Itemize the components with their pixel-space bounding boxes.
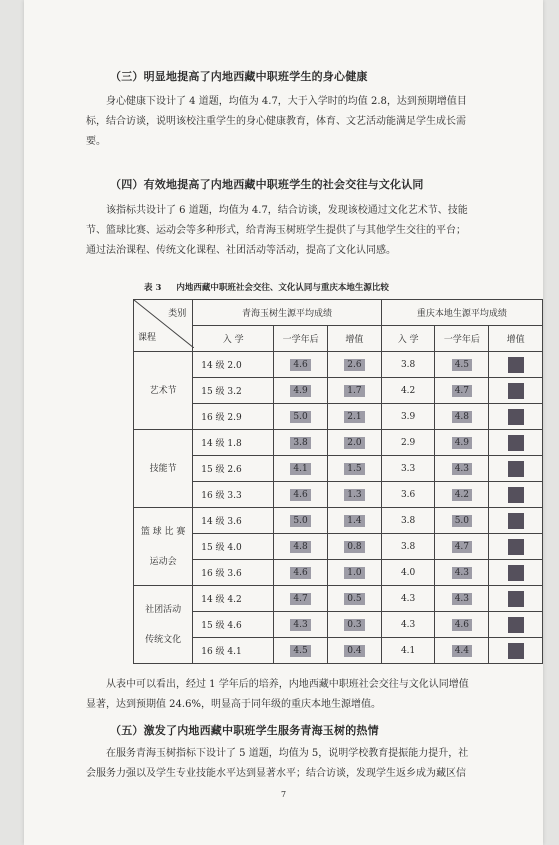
table-cell-g1-in: 15 级 3.2 (193, 378, 274, 404)
group1-header: 青海玉树生源平均成绩 (193, 300, 382, 326)
corner-bottom-label: 课程 (138, 333, 157, 343)
table-cell-g2-in: 4.2 (381, 378, 435, 404)
highlighted-value: 4.9 (452, 437, 472, 449)
redacted-block (508, 643, 524, 659)
highlighted-value: 2.0 (344, 437, 364, 449)
table-row (134, 612, 543, 638)
table-cell-g2-after (435, 456, 489, 482)
category-label: 传统文化 (145, 634, 182, 645)
section-5-heading: （五）激发了内地西藏中职班学生服务青海玉树的热情 (110, 724, 379, 737)
table-cell-g1-in: 16 级 3.3 (193, 482, 274, 508)
redacted-block (508, 357, 524, 373)
table-cell-g2-gain (489, 378, 543, 404)
paragraph-line: 标，结合访谈，说明该校注重学生的身心健康教育，体育、文艺活动能满足学生成长需 (86, 116, 466, 127)
section-3-paragraph (86, 92, 526, 152)
col-header: 增值 (327, 326, 381, 352)
table-cell-g2-gain (489, 586, 543, 612)
table-cell-g1-in: 15 级 2.6 (193, 456, 274, 482)
table-cell-g2-in: 3.9 (381, 404, 435, 430)
table-row (134, 508, 543, 534)
after-table-paragraph (86, 675, 526, 715)
table-caption (144, 281, 389, 293)
paragraph-line: 显著，达到预期值 24.6%，明显高于同年级的重庆本地生源增值。 (86, 699, 381, 710)
highlighted-value: 2.6 (344, 359, 364, 371)
table-body (134, 352, 543, 664)
section-4-heading: （四）有效地提高了内地西藏中职班学生的社会交往与文化认同 (110, 178, 424, 191)
table-cell-g2-after (435, 586, 489, 612)
highlighted-value: 1.5 (344, 463, 364, 475)
table-cell-g1-after (274, 456, 328, 482)
highlighted-value: 4.7 (452, 385, 472, 397)
table-cell-g1-after (274, 560, 328, 586)
table-cell-g2-after (435, 560, 489, 586)
highlighted-value: 1.3 (344, 489, 364, 501)
redacted-block (508, 591, 524, 607)
table-row (134, 430, 543, 456)
highlighted-value: 4.6 (452, 619, 472, 631)
category-cell (134, 586, 193, 664)
table-row (134, 560, 543, 586)
group2-header: 重庆本地生源平均成绩 (381, 300, 542, 326)
table-cell-g1-after (274, 508, 328, 534)
redacted-block (508, 565, 524, 581)
table-cell-g1-after (274, 586, 328, 612)
section-4-paragraph (86, 201, 526, 261)
highlighted-value: 4.8 (290, 541, 310, 553)
table-cell-g2-in: 4.0 (381, 560, 435, 586)
highlighted-value: 5.0 (290, 411, 310, 423)
category-label: 运动会 (149, 556, 177, 567)
table-cell-g2-in: 4.1 (381, 638, 435, 664)
table-cell-g2-in: 2.9 (381, 430, 435, 456)
highlighted-value: 4.9 (290, 385, 310, 397)
table-cell-g2-after (435, 404, 489, 430)
table-cell-g1-gain (327, 534, 381, 560)
table-row (134, 352, 543, 378)
table-cell-g2-after (435, 534, 489, 560)
table-cell-g2-in: 3.8 (381, 534, 435, 560)
table-cell-g1-after (274, 612, 328, 638)
table-cell-g1-after (274, 404, 328, 430)
table-cell-g2-gain (489, 404, 543, 430)
table-cell-g1-in: 15 级 4.0 (193, 534, 274, 560)
table-cell-g2-after (435, 638, 489, 664)
table-cell-g1-gain (327, 638, 381, 664)
paragraph-line: 身心健康下设计了 4 道题，均值为 4.7，大于入学时的均值 2.8，达到预期增值目 (106, 96, 467, 107)
table-cell-g1-in: 16 级 4.1 (193, 638, 274, 664)
table-row (134, 638, 543, 664)
table-cell-g2-after (435, 430, 489, 456)
table-cell-g2-gain (489, 638, 543, 664)
highlighted-value: 4.7 (290, 593, 310, 605)
table-cell-g2-gain (489, 352, 543, 378)
highlighted-value: 4.3 (452, 567, 472, 579)
table-cell-g2-after (435, 482, 489, 508)
highlighted-value: 0.3 (344, 619, 364, 631)
table-cell-g2-gain (489, 508, 543, 534)
table-cell-g1-in: 14 级 1.8 (193, 430, 274, 456)
table-cell-g2-after (435, 508, 489, 534)
redacted-block (508, 435, 524, 451)
table-cell-g2-gain (489, 482, 543, 508)
table-cell-g1-in: 16 级 3.6 (193, 560, 274, 586)
table-cell-g1-after (274, 430, 328, 456)
table-cell-g2-in: 3.8 (381, 352, 435, 378)
table-cell-g1-gain (327, 430, 381, 456)
highlighted-value: 4.6 (290, 489, 310, 501)
table-row (134, 534, 543, 560)
table-cell-g2-in: 3.6 (381, 482, 435, 508)
highlighted-value: 0.8 (344, 541, 364, 553)
table-cell-g2-in: 4.3 (381, 612, 435, 638)
table-row (134, 378, 543, 404)
highlighted-value: 1.0 (344, 567, 364, 579)
table-cell-g2-gain (489, 560, 543, 586)
table-cell-g2-gain (489, 430, 543, 456)
category-label: 社团活动 (145, 604, 182, 615)
highlighted-value: 4.5 (452, 359, 472, 371)
col-header: 一学年后 (274, 326, 328, 352)
paragraph-line: 从表中可以看出，经过 1 学年后的培养，内地西藏中职班社会交往与文化认同增值 (106, 679, 469, 690)
corner-top-label: 类别 (168, 309, 187, 319)
table-cell-g2-after (435, 612, 489, 638)
table-cell-g1-gain (327, 482, 381, 508)
highlighted-value: 4.7 (452, 541, 472, 553)
category-label: 艺术节 (149, 385, 177, 396)
table-cell-g2-in: 3.8 (381, 508, 435, 534)
category-label: 技能节 (149, 463, 177, 474)
table-cell-g1-after (274, 482, 328, 508)
table-cell-g1-in: 14 级 2.0 (193, 352, 274, 378)
table-row (134, 404, 543, 430)
table-cell-g2-in: 3.3 (381, 456, 435, 482)
highlighted-value: 3.8 (290, 437, 310, 449)
paragraph-line: 要。 (86, 136, 106, 147)
table-cell-g1-gain (327, 352, 381, 378)
comparison-table (133, 299, 543, 664)
table-cell-g1-after (274, 534, 328, 560)
table-cell-g2-after (435, 352, 489, 378)
col-header: 入 学 (193, 326, 274, 352)
highlighted-value: 4.1 (290, 463, 310, 475)
document-page (24, 0, 543, 845)
table-cell-g1-gain (327, 560, 381, 586)
redacted-block (508, 383, 524, 399)
table-cell-g2-after (435, 378, 489, 404)
highlighted-value: 4.6 (290, 359, 310, 371)
col-header: 入 学 (381, 326, 435, 352)
redacted-block (508, 461, 524, 477)
redacted-block (508, 513, 524, 529)
table-cell-g2-gain (489, 612, 543, 638)
table-cell-g1-gain (327, 404, 381, 430)
category-cell (134, 508, 193, 586)
redacted-block (508, 487, 524, 503)
col-header: 一学年后 (435, 326, 489, 352)
section-3-heading: （三）明显地提高了内地西藏中职班学生的身心健康 (110, 70, 368, 83)
table-cell-g1-after (274, 378, 328, 404)
table-cell-g1-after (274, 638, 328, 664)
highlighted-value: 0.5 (344, 593, 364, 605)
table-cell-g1-gain (327, 508, 381, 534)
table-cell-g2-gain (489, 534, 543, 560)
redacted-block (508, 409, 524, 425)
col-header: 增值 (489, 326, 543, 352)
table-cell-g2-in: 4.3 (381, 586, 435, 612)
table-cell-g1-in: 15 级 4.6 (193, 612, 274, 638)
table-caption-text: 内地西藏中职班社会交往、文化认同与重庆本地生源比较 (176, 283, 389, 293)
paragraph-line: 会服务力强以及学生专业技能水平达到显著水平；结合访谈，发现学生返乡成为藏区信 (86, 768, 466, 779)
paragraph-line: 在服务青海玉树指标下设计了 5 道题，均值为 5，说明学校教育提振能力提升，社 (106, 748, 469, 759)
paragraph-line: 节、篮球比赛、运动会等多种形式，给青海玉树班学生提供了与其他学生交往的平台； (86, 225, 466, 236)
highlighted-value: 4.3 (290, 619, 310, 631)
table-cell-g1-in: 14 级 4.2 (193, 586, 274, 612)
highlighted-value: 5.0 (452, 515, 472, 527)
table-row (134, 586, 543, 612)
category-cell (134, 430, 193, 508)
highlighted-value: 5.0 (290, 515, 310, 527)
highlighted-value: 4.3 (452, 593, 472, 605)
table-cell-g1-after (274, 352, 328, 378)
table-cell-g1-gain (327, 456, 381, 482)
page-number: 7 (280, 790, 287, 799)
table-row (134, 482, 543, 508)
highlighted-value: 2.1 (344, 411, 364, 423)
corner-header-cell (134, 300, 193, 352)
table-cell-g1-gain (327, 612, 381, 638)
highlighted-value: 0.4 (344, 645, 364, 657)
table-cell-g1-in: 14 级 3.6 (193, 508, 274, 534)
highlighted-value: 1.7 (344, 385, 364, 397)
highlighted-value: 4.4 (452, 645, 472, 657)
paragraph-line: 通过法治课程、传统文化课程、社团活动等活动，提高了文化认同感。 (86, 245, 396, 256)
highlighted-value: 1.4 (344, 515, 364, 527)
highlighted-value: 4.5 (290, 645, 310, 657)
category-cell (134, 352, 193, 430)
table-cell-g1-gain (327, 378, 381, 404)
highlighted-value: 4.6 (290, 567, 310, 579)
table-subheader-row (134, 326, 543, 352)
table-cell-g2-gain (489, 456, 543, 482)
table-header-row (134, 300, 543, 326)
table-row (134, 456, 543, 482)
highlighted-value: 4.8 (452, 411, 472, 423)
highlighted-value: 4.3 (452, 463, 472, 475)
redacted-block (508, 539, 524, 555)
paragraph-line: 该指标共设计了 6 道题，均值为 4.7，结合访谈，发现该校通过文化艺术节、技能 (106, 205, 468, 216)
section-5-paragraph (86, 744, 526, 784)
category-label: 篮 球 比 赛 (140, 526, 186, 537)
table-caption-number: 表 3 (144, 283, 162, 293)
redacted-block (508, 617, 524, 633)
table-cell-g1-gain (327, 586, 381, 612)
table-cell-g1-in: 16 级 2.9 (193, 404, 274, 430)
highlighted-value: 4.2 (452, 489, 472, 501)
